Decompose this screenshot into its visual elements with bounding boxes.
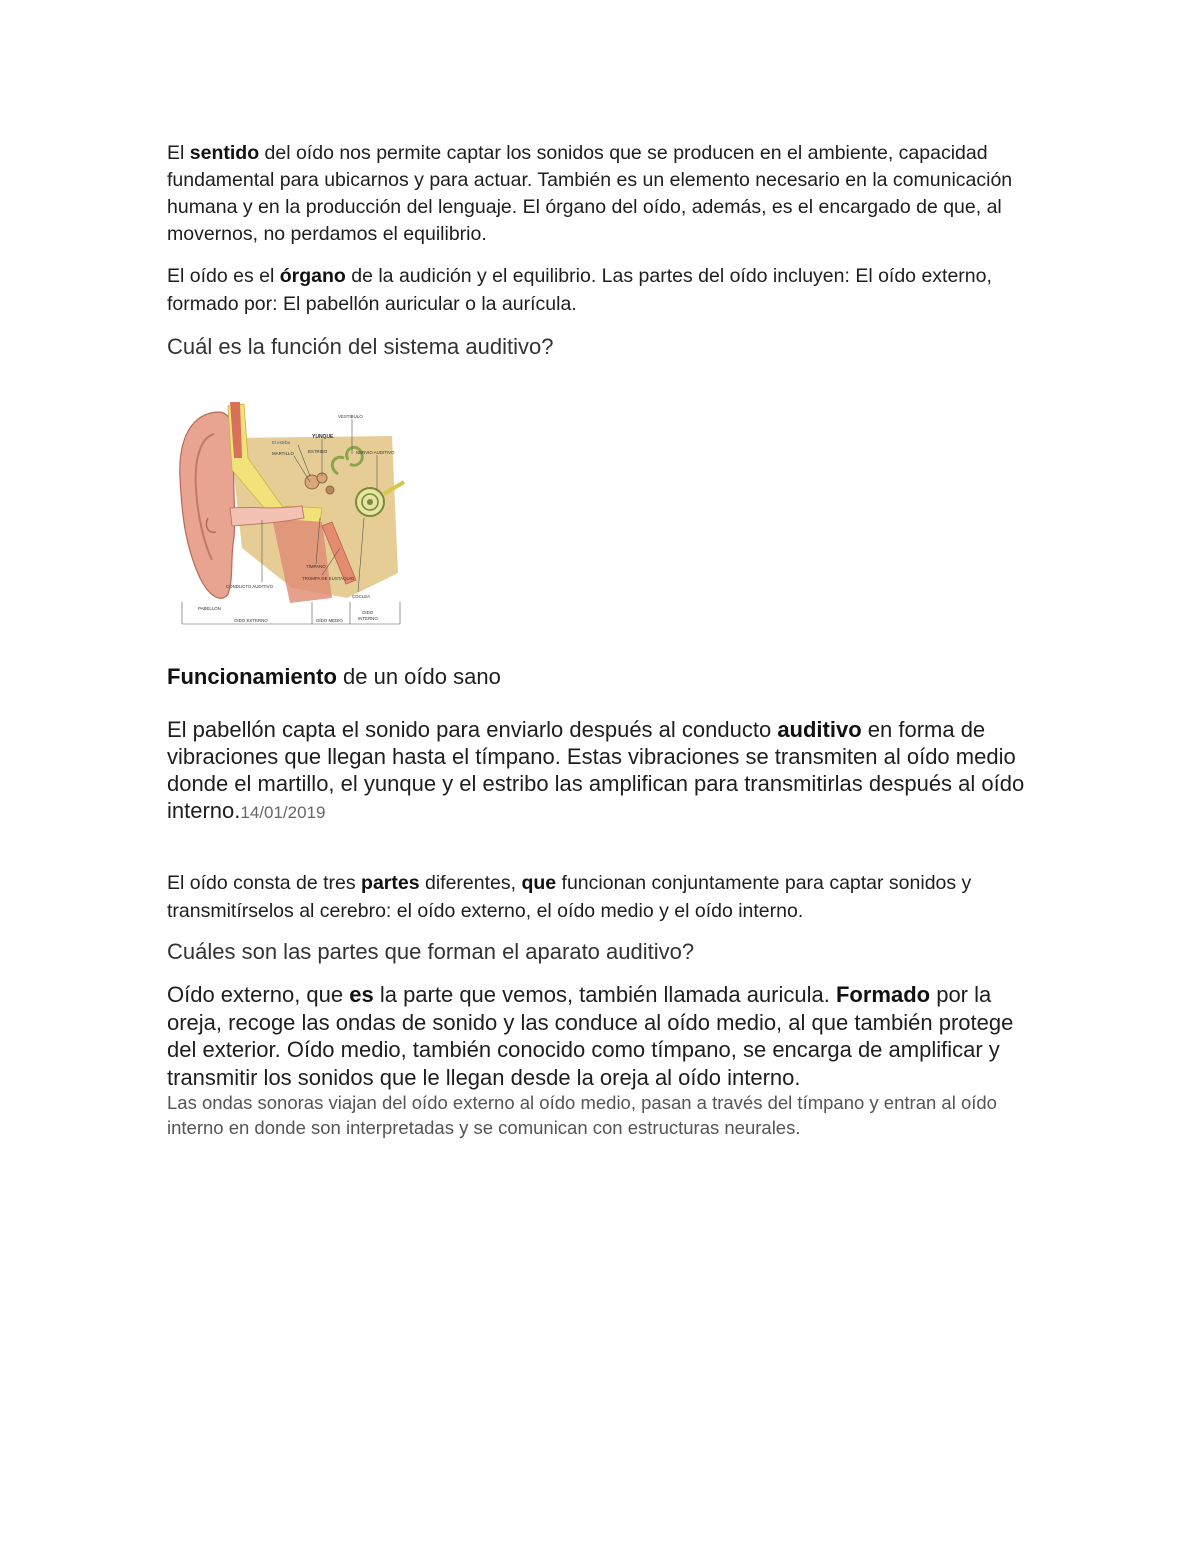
bold-term: que bbox=[521, 872, 557, 894]
label-martillo: MARTILLO bbox=[272, 451, 294, 456]
paragraph-organo: El oído es el órgano de la audición y el equilibrio. Las partes del oído incluyen: El oído externo, formado por: El pabellón auricular o la aurícula. bbox=[167, 265, 992, 315]
ear-anatomy-diagram bbox=[172, 398, 408, 636]
label-estribo: ESTRIBO bbox=[308, 449, 328, 454]
paragraph-tres-partes: El oído consta de tres partes diferentes, que funcionan conjuntamente para captar sonidos y transmitírselos al cerebro: el oído externo, el oído medio y el oído interno. bbox=[167, 872, 972, 922]
cochlea-center bbox=[367, 499, 373, 505]
paragraph-ondas-sonoras: Las ondas sonoras viajan del oído externo al oído medio, pasan a través del tímpano y entran al oído interno en donde son interpretadas y se comunican con estructuras neurales. bbox=[167, 1092, 997, 1138]
paragraph-pabellon: El pabellón capta el sonido para enviarlo después al conducto auditivo en forma de vibraciones que llegan hasta el tímpano. Estas vibraciones se transmiten al oído medio donde el martillo, el yunque y el estribo las amplifican para transmitirlas después al oído interno.14/01/2019 bbox=[167, 717, 1025, 823]
label-oido-externo: OÍDO EXTERNO bbox=[234, 618, 268, 623]
label-oido-medio: OÍDO MEDIO bbox=[316, 618, 343, 623]
date-stamp: 14/01/2019 bbox=[240, 803, 326, 822]
label-oido-interno-2: INTERNO bbox=[358, 616, 378, 621]
label-yunque: YUNQUE bbox=[312, 434, 334, 440]
bold-term: auditivo bbox=[777, 717, 862, 742]
label-conducto: CONDUCTO AUDITIVO bbox=[226, 584, 273, 589]
label-vestibulo: VESTÍBULO bbox=[338, 414, 363, 419]
bold-term: órgano bbox=[279, 265, 346, 287]
label-pabellon: PABELLÓN bbox=[198, 606, 221, 611]
paragraph-sentido: El sentido del oído nos permite captar los sonidos que se producen en el ambiente, capacidad fundamental para ubicarnos y para actuar. También es un elemento necesario en la comunicación humana y en la producción del lenguaje. El órgano del oído, además, es el encargado de que, al movernos, no perdamos el equilibrio. bbox=[167, 142, 1013, 245]
label-oido-interno-1: OÍDO bbox=[362, 610, 374, 615]
question-partes: Cuáles son las partes que forman el aparato auditivo? bbox=[167, 939, 695, 964]
label-el-estribo: El estribo bbox=[272, 440, 291, 445]
bold-term: Funcionamiento bbox=[167, 664, 337, 689]
question-funcion: Cuál es la función del sistema auditivo? bbox=[167, 334, 554, 359]
paragraph-oido-externo: Oído externo, que es la parte que vemos, también llamada auricula. Formado por la oreja, recoge las ondas de sonido y las conduce al oído medio, al que también protege del exterior. Oído medio, también conocido como tímpano, se encarga de amplificar y transmitir los sonidos que le llegan desde la oreja al oído interno. bbox=[167, 982, 1014, 1090]
bold-term: es bbox=[349, 982, 374, 1007]
heading-funcionamiento: Funcionamiento de un oído sano bbox=[167, 664, 501, 689]
bold-term: sentido bbox=[189, 142, 260, 164]
label-trompa: TROMPA DE EUSTAQUIO bbox=[302, 576, 355, 581]
bold-term: partes bbox=[361, 872, 420, 894]
bold-term: Formado bbox=[835, 982, 931, 1007]
stapes bbox=[326, 486, 334, 494]
label-timpano: TÍMPANO bbox=[306, 564, 326, 569]
label-coclea: CÓCLEA bbox=[352, 594, 371, 599]
label-nervio-auditivo: NERVIO AUDITIVO bbox=[356, 450, 395, 455]
